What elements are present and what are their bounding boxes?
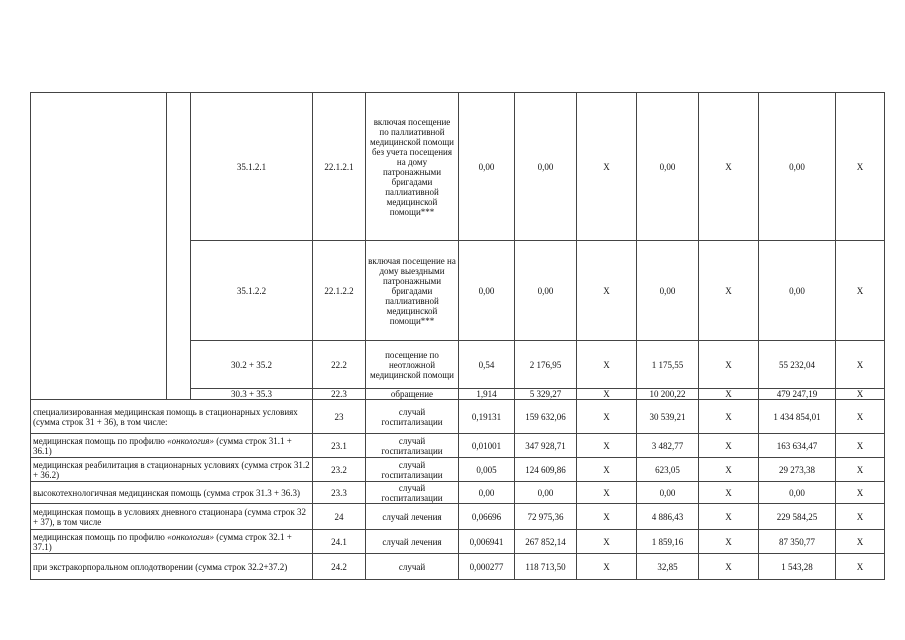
value-cell: 0,00	[459, 241, 515, 341]
value-cell: X	[836, 434, 885, 458]
value-cell: 0,006941	[459, 530, 515, 554]
row-number-cell: 30.3 + 35.3	[191, 389, 313, 400]
name-cell-merged	[31, 93, 167, 400]
code-cell: 24.1	[313, 530, 366, 554]
unit-cell: обращение	[366, 389, 459, 400]
value-cell: X	[836, 458, 885, 482]
row-name-cell: медицинская реабилитация в стационарных условиях (сумма строк 31.2 + 36.2)	[31, 458, 313, 482]
code-cell: 23	[313, 400, 366, 434]
value-cell: X	[699, 241, 759, 341]
value-cell: 0,06696	[459, 504, 515, 530]
row-name-text: медицинская помощь по профилю	[33, 435, 168, 446]
value-cell: X	[699, 341, 759, 389]
value-cell: 0,00	[637, 482, 699, 504]
value-cell: X	[577, 434, 637, 458]
value-cell: X	[577, 530, 637, 554]
value-cell: 30 539,21	[637, 400, 699, 434]
code-cell: 23.2	[313, 458, 366, 482]
blank-cell-merged	[167, 93, 191, 400]
value-cell: X	[836, 93, 885, 241]
value-cell: X	[577, 400, 637, 434]
value-cell: 0,00	[515, 241, 577, 341]
value-cell: 0,005	[459, 458, 515, 482]
value-cell: X	[836, 482, 885, 504]
value-cell: 229 584,25	[759, 504, 836, 530]
value-cell: 4 886,43	[637, 504, 699, 530]
value-cell: X	[836, 400, 885, 434]
data-table	[30, 92, 885, 580]
value-cell: X	[836, 341, 885, 389]
unit-cell: посещение по неотложной медицинской помощи	[366, 341, 459, 389]
value-cell: X	[577, 93, 637, 241]
unit-cell: случай госпитализации	[366, 482, 459, 504]
value-cell: X	[836, 504, 885, 530]
value-cell: 0,00	[637, 93, 699, 241]
row-name-cell: медицинская помощь в условиях дневного стационара (сумма строк 32 + 37), в том числе	[31, 504, 313, 530]
value-cell: 0,000277	[459, 554, 515, 580]
value-cell: X	[577, 504, 637, 530]
code-cell: 22.2	[313, 341, 366, 389]
value-cell: 479 247,19	[759, 389, 836, 400]
unit-cell: случай	[366, 554, 459, 580]
code-cell: 23.3	[313, 482, 366, 504]
value-cell: X	[577, 458, 637, 482]
value-cell: 2 176,95	[515, 341, 577, 389]
row-name-cell	[31, 434, 313, 458]
unit-cell: случай лечения	[366, 530, 459, 554]
value-cell: 0,00	[759, 241, 836, 341]
code-cell: 22.1.2.2	[313, 241, 366, 341]
value-cell: 0,00	[759, 482, 836, 504]
row-name-text: (сумма строк 32.1 + 37.1)	[33, 531, 292, 552]
value-cell: X	[836, 389, 885, 400]
row-number-cell: 35.1.2.1	[191, 93, 313, 241]
value-cell: X	[577, 554, 637, 580]
value-cell: 0,19131	[459, 400, 515, 434]
code-cell: 22.3	[313, 389, 366, 400]
value-cell: X	[699, 554, 759, 580]
table-row	[31, 554, 885, 580]
row-number-cell: 30.2 + 35.2	[191, 341, 313, 389]
row-name-cell: при экстракорпоральном оплодотворении (сумма строк 32.2+37.2)	[31, 554, 313, 580]
value-cell: X	[699, 389, 759, 400]
value-cell: X	[836, 241, 885, 341]
row-name-cell: высокотехнологичная медицинская помощь (сумма строк 31.3 + 36.3)	[31, 482, 313, 504]
value-cell: 0,00	[459, 93, 515, 241]
value-cell: 1 543,28	[759, 554, 836, 580]
value-cell: 347 928,71	[515, 434, 577, 458]
value-cell: 87 350,77	[759, 530, 836, 554]
code-cell: 24.2	[313, 554, 366, 580]
value-cell: 3 482,77	[637, 434, 699, 458]
value-cell: 10 200,22	[637, 389, 699, 400]
row-name-cell	[31, 530, 313, 554]
value-cell: 118 713,50	[515, 554, 577, 580]
value-cell: X	[699, 530, 759, 554]
row-name-text: медицинская помощь по профилю	[33, 531, 168, 542]
value-cell: 1 859,16	[637, 530, 699, 554]
table-row	[31, 530, 885, 554]
value-cell: X	[699, 93, 759, 241]
value-cell: 0,00	[515, 482, 577, 504]
table-row	[31, 482, 885, 504]
profile-name-text: «онкология»	[167, 531, 214, 542]
unit-cell: случай госпитализации	[366, 458, 459, 482]
value-cell: 0,00	[637, 241, 699, 341]
unit-cell: включая посещение на дому выездными патронажными бригадами паллиативной медицинской помощи***	[366, 241, 459, 341]
value-cell: 5 329,27	[515, 389, 577, 400]
value-cell: 0,00	[515, 93, 577, 241]
value-cell: 623,05	[637, 458, 699, 482]
value-cell: 1,914	[459, 389, 515, 400]
value-cell: 267 852,14	[515, 530, 577, 554]
value-cell: 0,00	[459, 482, 515, 504]
table-row	[31, 93, 885, 241]
value-cell: 1 175,55	[637, 341, 699, 389]
value-cell: X	[699, 400, 759, 434]
value-cell: 0,54	[459, 341, 515, 389]
value-cell: 159 632,06	[515, 400, 577, 434]
value-cell: X	[836, 530, 885, 554]
value-cell: 0,01001	[459, 434, 515, 458]
value-cell: X	[836, 554, 885, 580]
value-cell: X	[577, 341, 637, 389]
value-cell: 124 609,86	[515, 458, 577, 482]
value-cell: 55 232,04	[759, 341, 836, 389]
code-cell: 22.1.2.1	[313, 93, 366, 241]
value-cell: 29 273,38	[759, 458, 836, 482]
value-cell: X	[699, 482, 759, 504]
value-cell: 1 434 854,01	[759, 400, 836, 434]
value-cell: X	[577, 241, 637, 341]
value-cell: 163 634,47	[759, 434, 836, 458]
value-cell: X	[577, 482, 637, 504]
value-cell: 32,85	[637, 554, 699, 580]
table-row	[31, 458, 885, 482]
value-cell: 0,00	[759, 93, 836, 241]
code-cell: 24	[313, 504, 366, 530]
value-cell: 72 975,36	[515, 504, 577, 530]
table-row	[31, 504, 885, 530]
table-row	[31, 434, 885, 458]
row-name-text: (сумма строк 31.1 + 36.1)	[33, 435, 292, 456]
row-number-cell: 35.1.2.2	[191, 241, 313, 341]
value-cell: X	[699, 458, 759, 482]
code-cell: 23.1	[313, 434, 366, 458]
unit-cell: включая посещение по паллиативной медицинской помощи без учета посещения на дому патронажными бригадами паллиативной медицинской помощи***	[366, 93, 459, 241]
unit-cell: случай лечения	[366, 504, 459, 530]
table-row	[31, 400, 885, 434]
value-cell: X	[699, 434, 759, 458]
unit-cell: случай госпитализации	[366, 434, 459, 458]
unit-cell: случай госпитализации	[366, 400, 459, 434]
profile-name-text: «онкология»	[167, 435, 214, 446]
row-name-cell: специализированная медицинская помощь в стационарных условиях (сумма строк 31 + 36), в том числе:	[31, 400, 313, 434]
value-cell: X	[699, 504, 759, 530]
value-cell: X	[577, 389, 637, 400]
